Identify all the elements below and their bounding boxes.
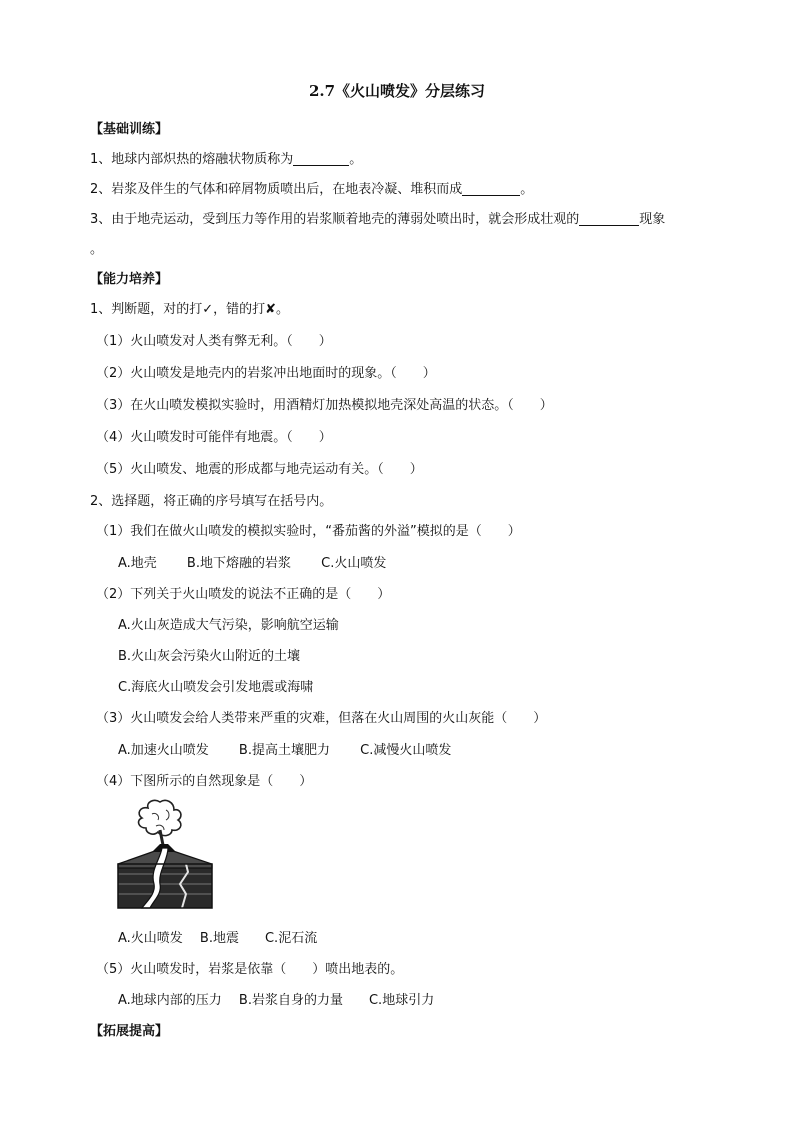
answer-blank[interactable] xyxy=(462,181,520,196)
judge-item-4: （4）火山喷发时可能伴有地震。（ ） xyxy=(96,430,332,445)
question-text: 2、岩浆及伴生的气体和碎屑物质喷出后，在地表冷凝、堆积而成 xyxy=(90,182,463,197)
judge-item-3: （3）在火山喷发模拟实验时，用酒精灯加热模拟地壳深处高温的状态。（ ） xyxy=(96,398,553,413)
volcano-diagram xyxy=(116,798,214,910)
choice-q2-option-b: B.火山灰会污染火山附近的土壤 xyxy=(118,649,301,664)
question-text-end: 现象 xyxy=(639,212,666,227)
choice-q5-stem: （5）火山喷发时，岩浆是依靠（ ）喷出地表的。 xyxy=(96,962,404,977)
choice-q3-options: A.加速火山喷发 B.提高土壤肥力 C.减慢火山喷发 xyxy=(118,743,452,758)
judge-item-2: （2）火山喷发是地壳内的岩浆冲出地面时的现象。（ ） xyxy=(96,366,436,381)
earth-crust-section xyxy=(118,844,212,908)
section-heading-basic: 【基础训练】 xyxy=(90,122,169,137)
smoke-plume-icon xyxy=(139,800,181,850)
question-text-end: 。 xyxy=(349,152,363,167)
section-heading-extend: 【拓展提高】 xyxy=(90,1024,169,1039)
choice-q4-options: A.火山喷发 B.地震 C.泥石流 xyxy=(118,931,318,946)
basic-question-3-continuation: 。 xyxy=(90,242,104,257)
question-text: 1、地球内部炽热的熔融状物质称为 xyxy=(90,152,294,167)
basic-question-2 xyxy=(90,178,533,197)
choice-q2-option-a: A.火山灰造成大气污染，影响航空运输 xyxy=(118,618,339,633)
choice-q4-stem: （4）下图所示的自然现象是（ ） xyxy=(96,774,313,789)
choice-intro: 2、选择题，将正确的序号填写在括号内。 xyxy=(90,494,333,509)
section-heading-ability: 【能力培养】 xyxy=(90,272,169,287)
basic-question-1 xyxy=(90,148,362,167)
judge-item-1: （1）火山喷发对人类有弊无利。（ ） xyxy=(96,334,332,349)
choice-q2-stem: （2）下列关于火山喷发的说法不正确的是（ ） xyxy=(96,587,391,602)
choice-q3-stem: （3）火山喷发会给人类带来严重的灾难，但落在火山周围的火山灰能（ ） xyxy=(96,711,547,726)
choice-q1-options: A.地壳 B.地下熔融的岩浆 C.火山喷发 xyxy=(118,556,387,571)
choice-q5-options: A.地球内部的压力 B.岩浆自身的力量 C.地球引力 xyxy=(118,993,435,1008)
judge-item-5: （5）火山喷发、地震的形成都与地壳运动有关。（ ） xyxy=(96,462,423,477)
answer-blank[interactable] xyxy=(579,211,639,226)
basic-question-3 xyxy=(90,208,665,227)
question-text: 3、由于地壳运动，受到压力等作用的岩浆顺着地壳的薄弱处喷出时，就会形成壮观的 xyxy=(90,212,580,227)
choice-q1-stem: （1）我们在做火山喷发的模拟实验时，“番茄酱的外溢”模拟的是（ ） xyxy=(96,524,521,539)
page-title: 2.7《火山喷发》分层练习 xyxy=(308,82,486,100)
choice-q2-option-c: C.海底火山喷发会引发地震或海啸 xyxy=(118,680,314,695)
judge-intro: 1、判断题，对的打✓，错的打✘。 xyxy=(90,302,290,317)
question-text-end: 。 xyxy=(520,182,534,197)
answer-blank[interactable] xyxy=(293,151,349,166)
